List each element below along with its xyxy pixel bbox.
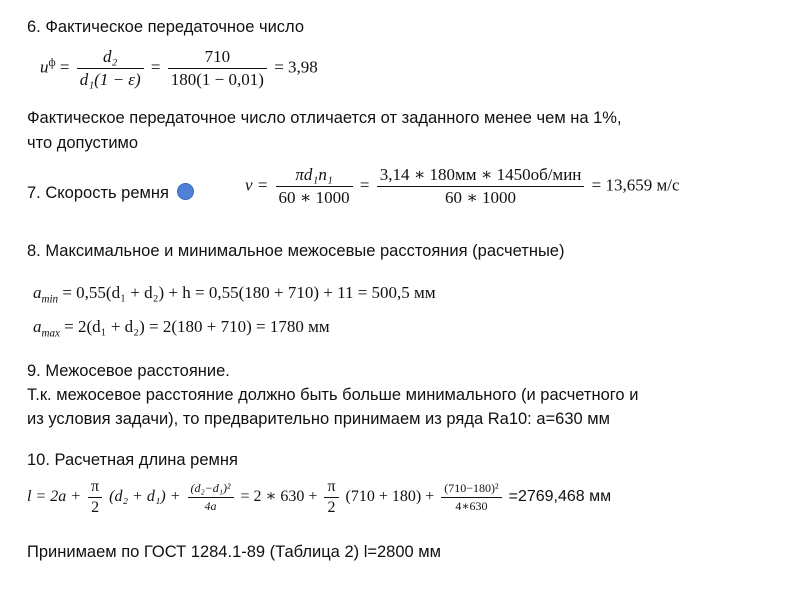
pi-half-fraction-1: $\frac{\pi}{2}$: [88, 478, 102, 517]
ratio-note-line1: Фактическое передаточное число отличается от заданного менее чем на 1%,: [27, 109, 622, 127]
section-10-heading: 10. Расчетная длина ремня: [27, 451, 238, 469]
belt-length-formula: l = 2a + $\frac{\pi}{2}$ (d₂ + d₁) + $\frac{\text{(d₂−d₁)²}}{4a}$ = 2 ∗ 630 + $\frac{\pi}{2}$ (710 + 180) + $\frac{\text{(710−180)²}}{4∗630}$ =2769,468 мм: [27, 478, 612, 516]
ratio-fraction-numeric: $\frac{710}{180(1 - 0,01)}$: [168, 47, 267, 90]
belt-speed-formula: v = $\frac{\text{πd₁n₁}}{60 ∗ 1000}$ = $\frac{\text{3,14 ∗ 180мм ∗ 1450об/мин}}{60 ∗ 1000}$ = 13,659 м/с: [245, 165, 680, 207]
ratio-fraction-symbolic: $\frac{\text{d₂}}{\text{d₁(1 − ε)}}$: [77, 47, 144, 90]
ratio-note-line2: что допустимо: [27, 134, 139, 152]
bullet-dot-icon: [177, 183, 194, 200]
center-distance-text-line2: из условия задачи), то предварительно принимаем из ряда Ra10: a=630 мм: [27, 410, 610, 428]
center-distance-text-line1: Т.к. межосевое расстояние должно быть больше минимального (и расчетного и: [27, 386, 639, 404]
pi-half-fraction-2: $\frac{\pi}{2}$: [324, 478, 338, 517]
section-7-heading: 7. Скорость ремня: [27, 183, 194, 203]
numeric-diff-squared-fraction: $\frac{\text{(710−180)²}}{4∗630}$: [441, 481, 501, 514]
amax-formula: $a_{max} = 2(d_1 + d_2) = 2(180 + 710) = 1780$ мм: [33, 317, 330, 340]
final-belt-length: Принимаем по ГОСТ 1284.1-89 (Таблица 2) l=2800 мм: [27, 543, 441, 561]
section-9-heading: 9. Межосевое расстояние.: [27, 362, 230, 380]
speed-fraction-numeric: $\frac{\text{3,14 ∗ 180мм ∗ 1450об/мин}}{60 ∗ 1000}$: [377, 165, 585, 208]
speed-fraction-symbolic: $\frac{\text{πd₁n₁}}{60 ∗ 1000}$: [276, 165, 353, 208]
section-8-heading: 8. Максимальное и минимальное межосевые расстояния (расчетные): [27, 242, 565, 260]
amin-formula: $a_{min} = 0,55(d_1 + d_2) + h = 0,55(180 + 710) + 11 = 500,5$ мм: [33, 283, 436, 306]
diff-squared-fraction: $\frac{\text{(d₂−d₁)²}}{4a}$: [188, 481, 234, 514]
section-6-heading: 6. Фактическое передаточное число: [27, 18, 305, 36]
ratio-formula: $u^ф$ = $\frac{\text{d₂}}{\text{d₁(1 − ε)}}$ = $\frac{710}{180(1 - 0,01)}$ = 3,98: [40, 47, 318, 89]
